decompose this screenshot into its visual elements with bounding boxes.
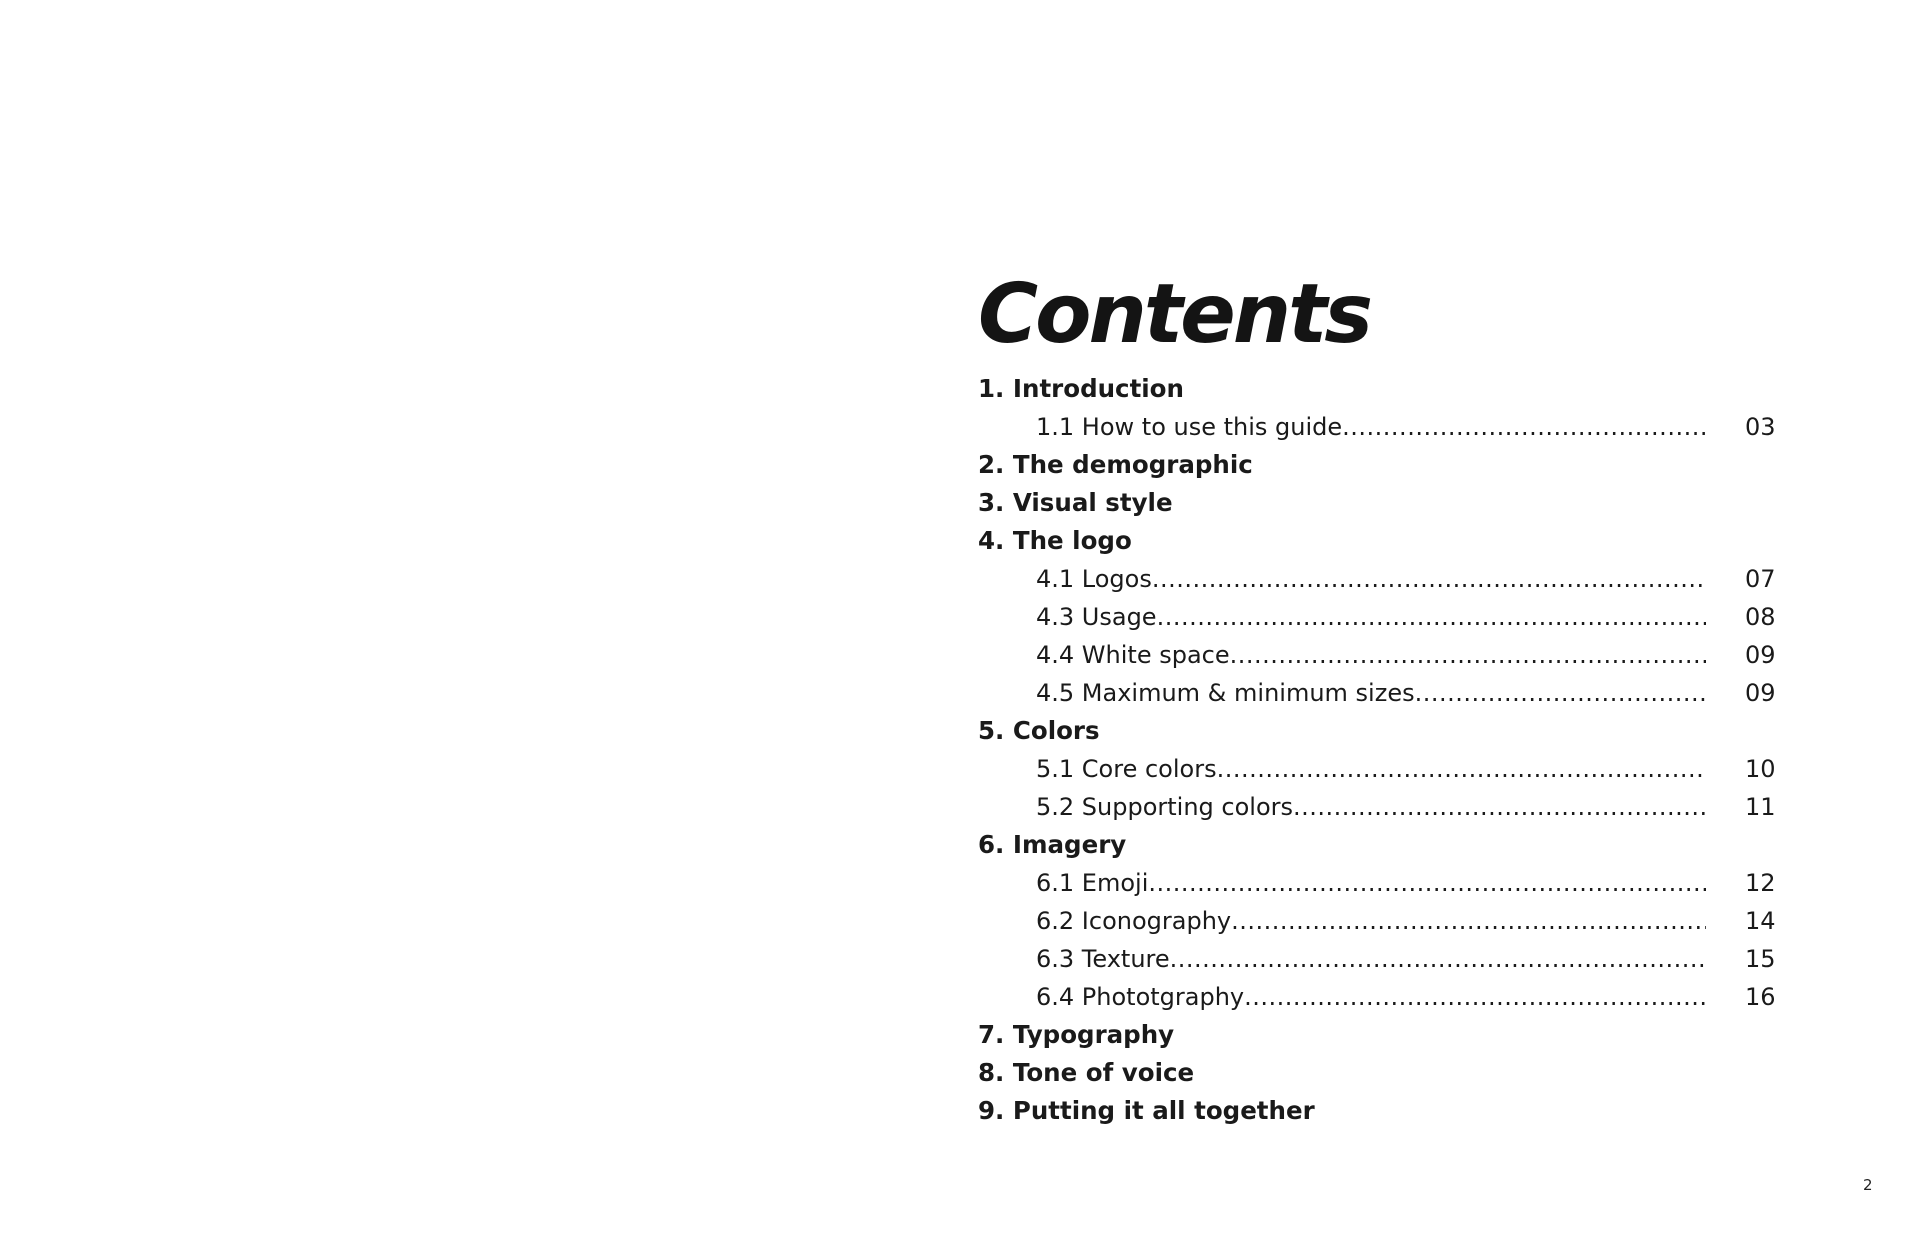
toc-page-number: 16 [1745,983,1776,1011]
toc-subsection-label: 4.1 Logos ..... [1036,565,1706,593]
toc-section-heading: 1. Introduction [978,374,1184,403]
page-title: Contents [978,267,1371,362]
toc-subsection-entry [978,788,1778,826]
toc-entry-with-leader [1036,674,1706,712]
toc-subsection-label: 4.3 Usage ..... [1036,603,1706,631]
toc-entry-with-leader [1036,978,1706,1016]
toc-subsection-label: 6.4 Phototgraphy ..... [1036,983,1706,1011]
toc-subsection-entry [978,408,1778,446]
toc-subsection-entry [978,902,1778,940]
toc-subsection-label: 6.2 Iconography ..... [1036,907,1706,935]
toc-subsection-label: 1.1 How to use this guide ..... [1036,413,1706,441]
toc-entry-with-leader [1036,788,1706,826]
toc-subsection-entry [978,750,1778,788]
toc-list [978,370,1778,1130]
toc-entry-with-leader [1036,750,1706,788]
table-of-contents [978,267,1778,1130]
toc-entry-with-leader [1036,560,1706,598]
toc-page-number: 08 [1745,603,1776,631]
toc-page-number: 10 [1745,755,1776,783]
toc-subsection-entry [978,560,1778,598]
toc-section-heading: 2. The demographic [978,450,1253,479]
toc-page-number: 15 [1745,945,1776,973]
toc-page-number: 14 [1745,907,1776,935]
toc-entry-with-leader [1036,636,1706,674]
page-number: 2 [1863,1176,1873,1194]
toc-page-number: 07 [1745,565,1776,593]
toc-page-number: 09 [1745,679,1776,707]
toc-entry-with-leader [1036,940,1706,978]
toc-section-heading: 4. The logo [978,526,1132,555]
toc-entry-with-leader [1036,408,1706,446]
toc-section-heading: 7. Typography [978,1020,1175,1049]
toc-subsection-entry [978,940,1778,978]
toc-page-number: 12 [1745,869,1776,897]
toc-section-heading: 9. Putting it all together [978,1096,1315,1125]
toc-subsection-label: 4.5 Maximum & minimum sizes ..... [1036,679,1706,707]
toc-page-number: 03 [1745,413,1776,441]
toc-entry-with-leader [1036,902,1706,940]
toc-subsection-label: 4.4 White space ..... [1036,641,1706,669]
toc-subsection-entry [978,978,1778,1016]
toc-page-number: 11 [1745,793,1776,821]
toc-section-heading: 5. Colors [978,716,1100,745]
toc-subsection-label: 6.1 Emoji ..... [1036,869,1706,897]
toc-entry-with-leader [1036,598,1706,636]
toc-section-heading: 6. Imagery [978,830,1127,859]
toc-section-heading: 8. Tone of voice [978,1058,1195,1087]
toc-subsection-label: 6.3 Texture ..... [1036,945,1706,973]
toc-subsection-entry [978,636,1778,674]
toc-subsection-entry [978,598,1778,636]
toc-page-number: 09 [1745,641,1776,669]
toc-subsection-label: 5.2 Supporting colors ..... [1036,793,1706,821]
toc-section-heading: 3. Visual style [978,488,1173,517]
toc-entry-with-leader [1036,864,1706,902]
toc-subsection-entry [978,674,1778,712]
toc-subsection-entry [978,864,1778,902]
toc-subsection-label: 5.1 Core colors ..... [1036,755,1706,783]
